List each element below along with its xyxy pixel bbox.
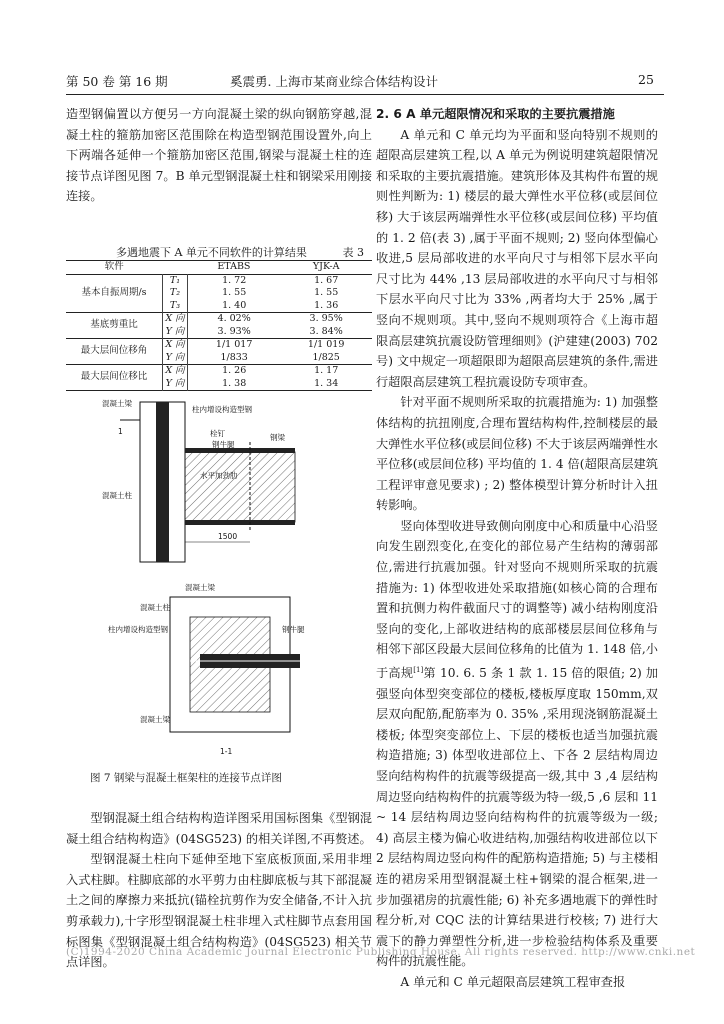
header-etabs: ETABS	[217, 261, 251, 272]
header-rule	[66, 94, 664, 95]
label-stud: 钢牛腿	[212, 440, 235, 449]
row-label: 最大层间位移比	[80, 371, 148, 383]
row-sub: T₂	[163, 287, 188, 300]
table-number: 表 3	[342, 246, 364, 259]
table-row	[66, 339, 372, 352]
label-beam-rebar: 钢牛腿	[282, 625, 305, 634]
right-para-1: A 单元和 C 单元均为平面和竖向特别不规则的超限高层建筑工程,以 A 单元为例说明建筑超限情况和采取的主要抗震措施。建筑形体及其构件布置的规则性判断为: 1) 楼层的最大弹性水平位移(或层间位移) 大于该层两端弹性水平位移(或层间位移) 平均值的 1. 2 倍(表 3) ,属于平面不规则; 2) 竖向体型偏心收进,5 层局部收进的水平向尺寸与相邻下层水平向尺寸比为 44% ,13 层局部收进的水平向尺寸与相邻下层水平向尺寸比为 33% ,两者均大于 25% ,属于竖向不规则项。其中,竖向不规则项符合《上海市超限高层建筑抗震设防管理细则》(沪建建(2003) 702 号) 文中规定一项超限即为超限高层建筑的条件,需进行超限高层建筑工程抗震设防专项审查。	[376, 127, 658, 389]
row-sub: X 向	[163, 313, 188, 326]
row-sub: X 向	[163, 339, 188, 352]
left-para-3: 型钢混凝土柱向下延伸至地下室底板顶面,采用非埋入式柱脚。柱脚底部的水平剪力由柱脚底板与其下部混凝土之间的摩擦力来抵抗(锚栓抗剪作为安全储备,不计入抗剪承载力),十字形型钢混凝土柱非埋入式柱脚节点套用国标图集《型钢混凝土组合结构构造》(04SG523) 相关节点详图。	[66, 852, 372, 970]
header-yjk: YJK-A	[312, 261, 340, 272]
cell-yjk: 1/1 019	[307, 339, 345, 350]
right-column	[376, 104, 658, 993]
table-row	[66, 365, 372, 378]
cell-yjk: 1/825	[312, 351, 340, 363]
row-label: 最大层间位移角	[80, 345, 148, 357]
left-para-1: 造型钢偏置以方便另一方向混凝土梁的纵向钢筋穿越,混凝土柱的箍筋加密区范围除在构造型钢范围设置外,向上下两端各延伸一个箍筋加密区范围,钢梁与混凝土柱的连接节点详图见图 7。B 单元型钢混凝土柱和钢梁采用刚接连接。	[66, 107, 372, 204]
label-steel-beam: 钢梁	[270, 433, 285, 442]
row-sub: Y 向	[163, 352, 188, 365]
figure-caption: 图 7 钢梁与混凝土框架柱的连接节点详图	[90, 772, 282, 784]
table-caption	[66, 244, 372, 257]
cell-yjk: 1. 55	[314, 287, 339, 298]
label-concrete-column: 混凝土柱	[102, 491, 132, 500]
row-sub: X 向	[163, 365, 188, 378]
cell-etabs: 1. 40	[222, 299, 247, 311]
label-dimension: 1500	[218, 532, 238, 541]
header-sub	[163, 261, 188, 275]
journal-volume: 第 50 卷 第 16 期	[66, 74, 168, 89]
row-label: 基底剪重比	[90, 319, 138, 331]
cell-yjk: 3. 95%	[309, 313, 343, 324]
left-para-2: 型钢混凝土组合结构构造详图采用国标图集《型钢混凝土组合结构构造》(04SG523) 的相关详图,不再赘述。	[66, 811, 372, 846]
section-view	[108, 582, 305, 756]
page-number: 25	[638, 72, 654, 87]
cnki-watermark: (C)1994-2020 China Academic Journal Electronic Publishing House. All rights reserved. http://www.cnki.net	[66, 946, 696, 958]
cell-yjk: 1. 34	[314, 377, 339, 389]
cell-etabs: 3. 93%	[217, 325, 251, 337]
cell-etabs: 1. 38	[222, 377, 247, 389]
column-steel-section	[156, 402, 169, 562]
row-sub: T₃	[163, 300, 188, 313]
cell-etabs: 4. 02%	[217, 313, 251, 324]
elevation-view	[102, 398, 295, 562]
left-column-top	[66, 104, 372, 207]
table-title: 多遇地震下 A 单元不同软件的计算结果	[116, 246, 307, 259]
right-para-3-a: 竖向体型收进导致侧向刚度中心和质量中心沿竖向发生剧烈变化,在变化的部位易产生结构的薄弱部位,需进行抗震加强。针对竖向不规则所采取的抗震措施为: 1) 体型收进处采取措施(如核心筒的合理布置和抗侧力构件截面尺寸的调整等) 减小结构刚度沿竖向的变化,上部收进结构的底部楼层层间位移角与相邻下部区段最大层间位移角的比值为 1. 148 倍,小于高规	[376, 518, 658, 681]
label-column-steel: 柱内增设构造型钢	[192, 405, 252, 414]
results-table	[66, 260, 372, 391]
cell-etabs: 1/833	[220, 351, 248, 363]
cell-yjk: 3. 84%	[309, 325, 343, 337]
connection-detail-figure	[100, 392, 360, 762]
row-sub: T₁	[163, 274, 188, 287]
row-label: 基本自振周期/s	[81, 287, 147, 298]
label-l2: 混凝土柱	[140, 603, 170, 612]
row-sub: Y 向	[163, 378, 188, 391]
label-concrete-beam: 混凝土梁	[102, 399, 132, 408]
cell-yjk: 1. 17	[314, 365, 339, 376]
section-heading: 2. 6 A 单元超限情况和采取的主要抗震措施	[376, 107, 615, 121]
right-para-3-b: 第 10. 6. 5 条 1 款 1. 15 倍的限值; 2) 加强竖向体型突变部位的楼板,楼板厚度取 150mm,双层双向配筋,配筋率为 0. 35% ,采用现浇钢筋混凝土楼板; 体型突变部位上、下层的楼板也适当加强抗震构造措施; 3) 体型收进部位上、下各 2 层结构周边竖向结构构件的抗震等级提高一级,其中 3 ,4 层结构周边竖向结构构件的抗震等级为特一级,5 ,6 层和 11 ~ 14 层结构周边竖向结构构件的抗震等级为一级; 4) 高层主楼为偏心收进结构,加强结构收进部位以下 2 层结构周边竖向构件的配筋构造措施; 5) 与主楼相连的裙房采用型钢混凝土柱+钢梁的混合框架,进一步加强裙房的抗震性能; 6) 补充多遇地震下的弹性时程分析,对 CQC 法的计算结果进行校核; 7) 进行大震下的静力弹塑性分析,进一步检验结构体系及重要构件的抗震性能。	[376, 666, 658, 969]
running-title: 奚震勇. 上海市某商业综合体结构设计	[230, 74, 438, 89]
section-mark: 1	[118, 427, 123, 436]
cell-yjk: 1. 36	[314, 299, 339, 311]
cell-etabs: 1. 72	[222, 274, 247, 286]
right-para-2: 针对平面不规则所采取的抗震措施为: 1) 加强整体结构的抗扭刚度,合理布置结构构件,控制楼层的最大弹性水平位移(或层间位移) 不大于该层两端弹性水平位移(或层间位移) 平均值的 1. 4 倍(超限高层建筑工程评审意见要求) ; 2) 整体模型计算分析时计入扭转影响。	[376, 395, 658, 513]
cell-etabs: 1. 55	[222, 287, 247, 298]
label-stiffener: 水平加劲肋	[200, 471, 238, 480]
table-row	[66, 313, 372, 326]
row-sub: Y 向	[163, 326, 188, 339]
cell-etabs: 1. 26	[222, 365, 247, 376]
section-title: 1-1	[220, 747, 233, 756]
right-para-3	[376, 516, 658, 972]
label-l1: 混凝土梁	[185, 583, 215, 592]
label-l4: 混凝土梁	[140, 715, 170, 724]
header-software: 软件	[104, 261, 124, 272]
cell-yjk: 1. 67	[314, 274, 339, 286]
citation-ref: [1]	[413, 666, 424, 675]
table-row	[66, 274, 372, 287]
table-header-row	[66, 261, 372, 275]
right-para-4: A 单元和 C 单元超限高层建筑工程审查报	[400, 975, 626, 989]
label-l3: 柱内增设构造型钢	[108, 625, 168, 634]
cell-etabs: 1/1 017	[215, 339, 253, 350]
label-bolt: 栓钉	[210, 429, 225, 438]
steel-beam-web	[185, 452, 295, 522]
